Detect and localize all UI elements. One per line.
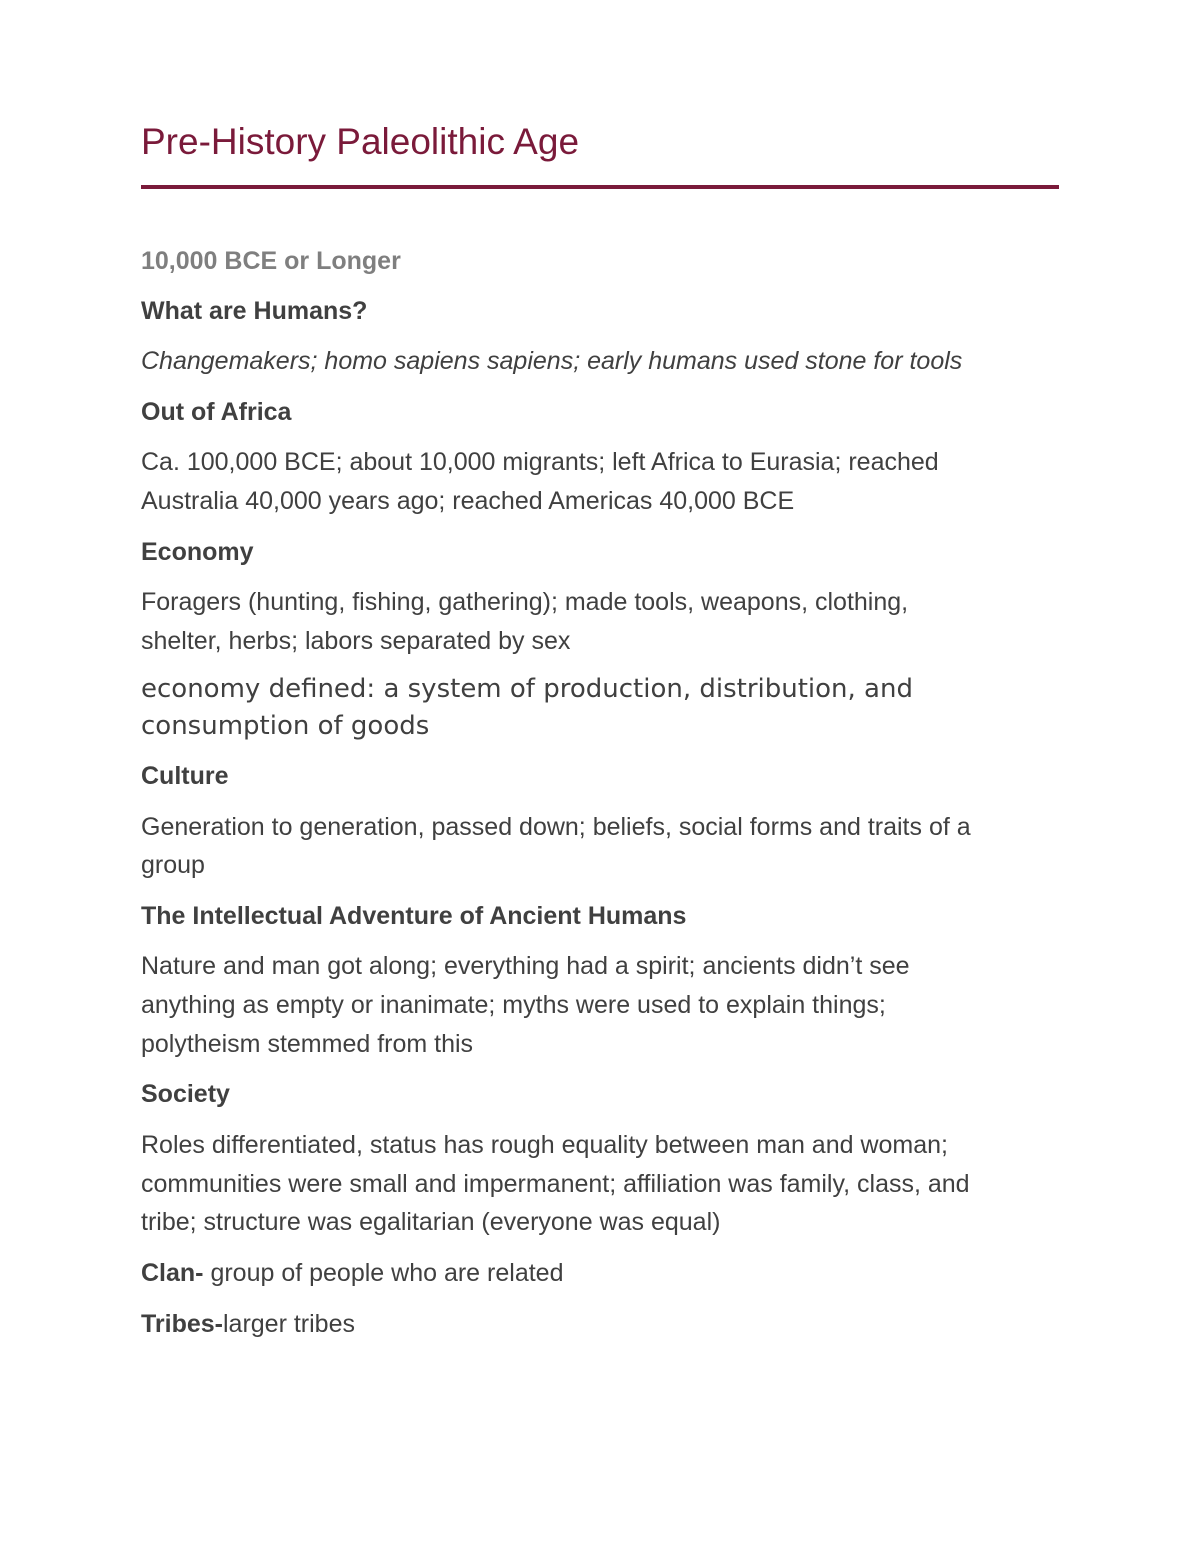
section-text-economy-line: Foragers (hunting, fishing, gathering); made tools, weapons, clothing,	[141, 588, 909, 616]
section-text-intellectual-line: polytheism stemmed from this	[141, 1030, 474, 1058]
section-heading-society: Society	[141, 1080, 230, 1108]
title-divider	[141, 185, 1059, 189]
date-range-subtitle: 10,000 BCE or Longer	[141, 247, 401, 275]
section-text-culture-line: group	[141, 851, 205, 879]
tribes-term: Tribes-	[141, 1310, 223, 1338]
section-text-africa-line: Ca. 100,000 BCE; about 10,000 migrants; left Africa to Eurasia; reached	[141, 448, 939, 476]
clan-definition	[141, 1254, 563, 1293]
clan-term: Clan-	[141, 1259, 204, 1287]
section-text-economy-line: shelter, herbs; labors separated by sex	[141, 627, 571, 655]
section-text-society-line: Roles differentiated, status has rough equality between man and woman;	[141, 1131, 948, 1159]
section-heading-culture: Culture	[141, 762, 229, 790]
section-text-africa-line: Australia 40,000 years ago; reached Americas 40,000 BCE	[141, 487, 795, 515]
section-heading-humans: What are Humans?	[141, 297, 368, 325]
section-heading-africa: Out of Africa	[141, 398, 292, 426]
section-text-society-line: communities were small and impermanent; affiliation was family, class, and	[141, 1170, 970, 1198]
clan-text: group of people who are related	[203, 1259, 564, 1287]
section-text-humans: Changemakers; homo sapiens sapiens; early humans used stone for tools	[141, 347, 963, 375]
page-title: Pre-History Paleolithic Age	[141, 121, 580, 162]
tribes-text: larger tribes	[222, 1310, 355, 1338]
section-text-society-line: tribe; structure was egalitarian (everyone was equal)	[141, 1208, 721, 1236]
section-text-intellectual-line: Nature and man got along; everything had a spirit; ancients didn’t see	[141, 952, 910, 980]
tribes-definition	[141, 1305, 355, 1344]
section-text-intellectual-line: anything as empty or inanimate; myths were used to explain things;	[141, 991, 886, 1019]
section-text-culture-line: Generation to generation, passed down; beliefs, social forms and traits of a	[141, 813, 971, 841]
economy-definition-line: consumption of goods	[141, 711, 430, 741]
economy-definition-line: economy defined: a system of production, distribution, and	[141, 674, 913, 704]
section-heading-economy: Economy	[141, 538, 254, 566]
section-heading-intellectual: The Intellectual Adventure of Ancient Humans	[141, 902, 687, 930]
